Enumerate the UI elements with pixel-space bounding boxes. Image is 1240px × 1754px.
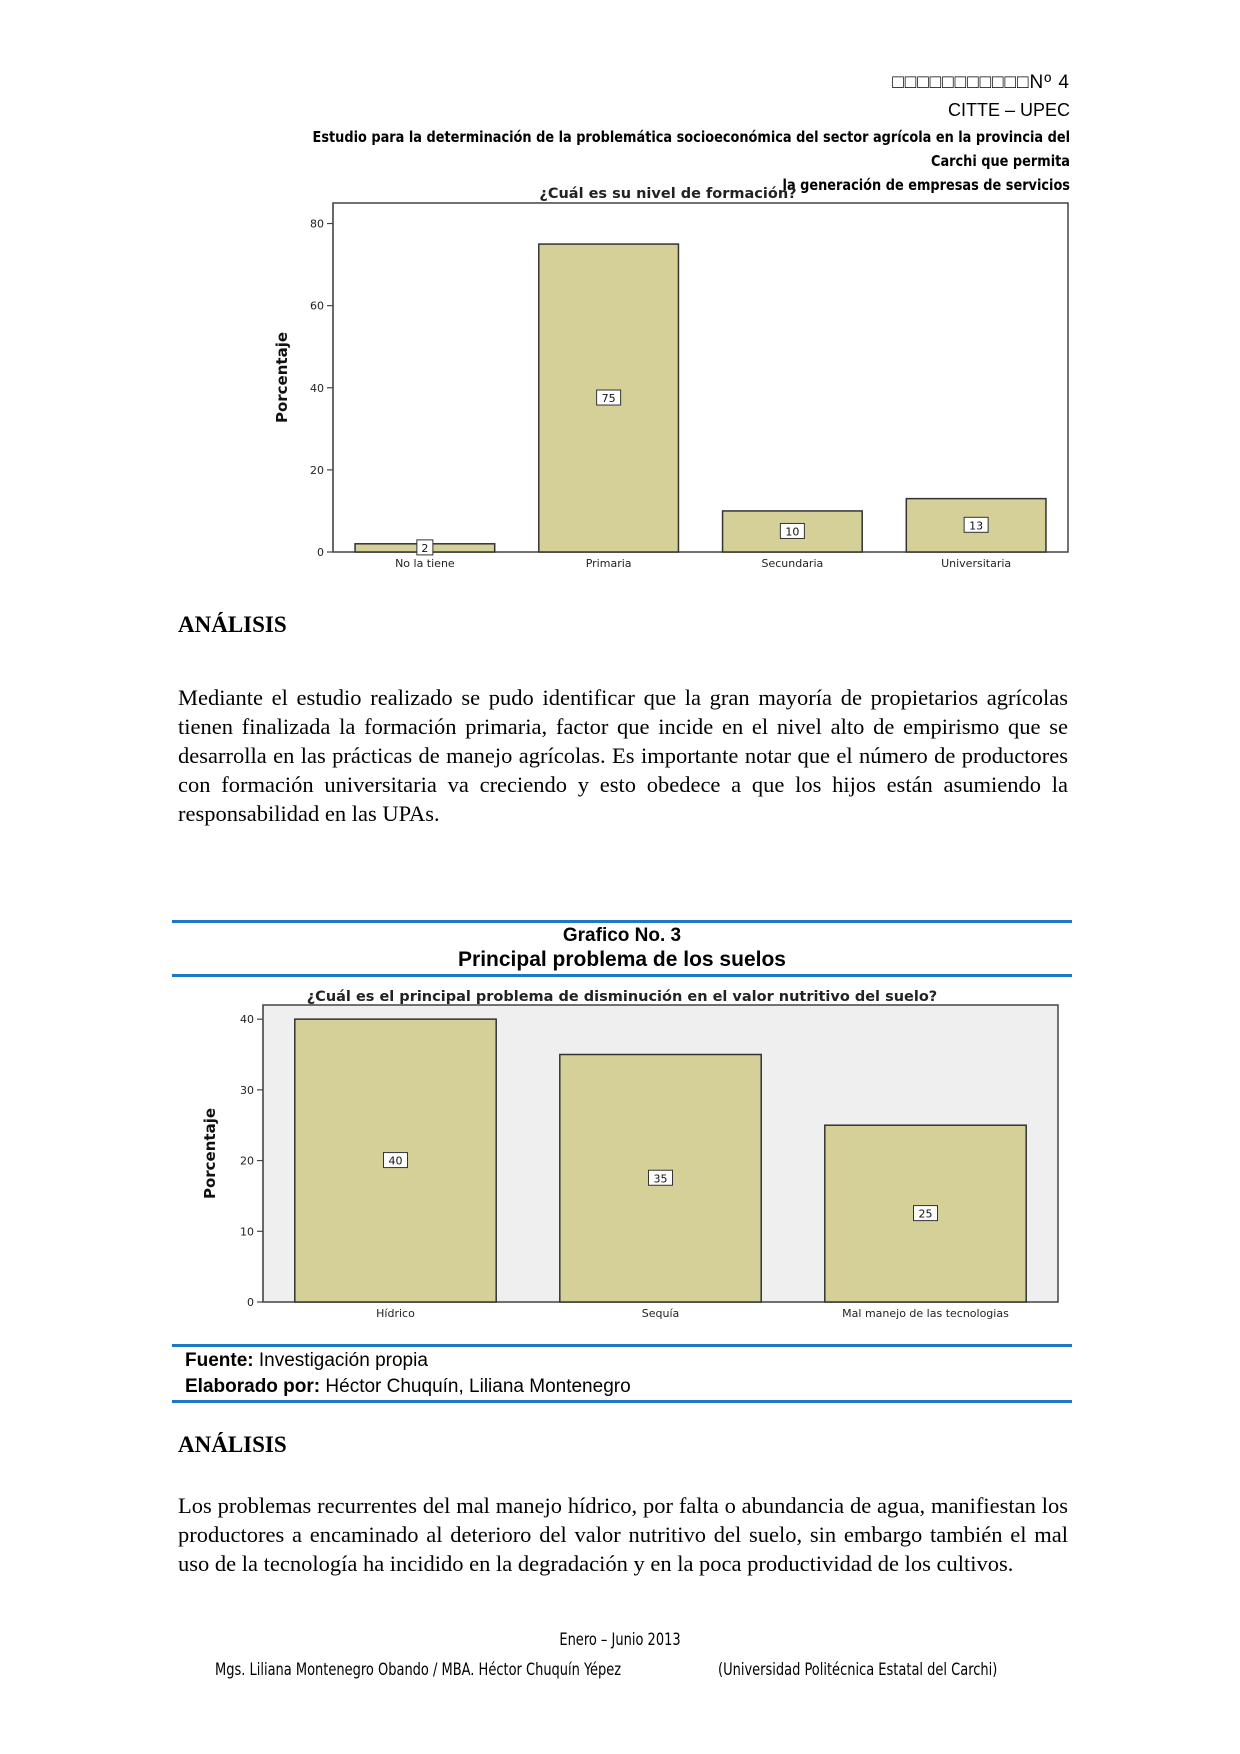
y-tick-label: 30 — [240, 1083, 254, 1097]
y-tick-label: 60 — [310, 299, 324, 313]
source-value: Investigación propia — [258, 1350, 428, 1371]
footer-authors: Mgs. Liliana Montenegro Obando / MBA. Héctor Chuquín Yépez — [215, 1660, 622, 1680]
data-label: 10 — [785, 525, 800, 539]
figure-author — [185, 1376, 631, 1398]
analysis-heading-1: ANÁLISIS — [178, 612, 287, 637]
chart-title: ¿Cuál es el principal problema de disminución en el valor nutritivo del suelo? — [306, 989, 938, 1005]
figure-bottom-rule — [172, 1400, 1072, 1403]
data-label: 13 — [969, 519, 984, 533]
author-label: Elaborado por: — [185, 1376, 321, 1397]
y-tick-label: 80 — [310, 217, 324, 231]
y-tick-label: 0 — [247, 1296, 254, 1309]
y-axis-label: Porcentaje — [201, 1107, 219, 1200]
x-tick-label: Universitaria — [941, 557, 1012, 570]
y-tick-label: 20 — [310, 463, 324, 477]
y-axis-label: Porcentaje — [273, 331, 291, 424]
data-label: 75 — [601, 392, 616, 406]
footer-university: (Universidad Politécnica Estatal del Carchi) — [718, 1660, 998, 1680]
y-tick-label: 40 — [310, 381, 324, 395]
data-label: 2 — [421, 541, 429, 555]
data-label: 40 — [388, 1154, 403, 1168]
y-tick-label: 20 — [240, 1154, 254, 1168]
analysis-paragraph-2: Los problemas recurrentes del mal manejo hídrico, por falta o abundancia de agua, manifiestan los productores a encaminado al deterioro del valor nutritivo del suelo, sin embargo también el mal uso de la tecnología ha incidido en la degradación y en la poca productividad de los cultivos. — [178, 1493, 1068, 1576]
chart-title: ¿Cuál es su nivel de formación? — [539, 186, 797, 202]
x-tick-label: Mal manejo de las tecnologias — [842, 1307, 1009, 1320]
analysis-heading-2: ANÁLISIS — [178, 1432, 287, 1457]
y-tick-label: 0 — [317, 546, 324, 559]
y-tick-label: 10 — [240, 1225, 254, 1239]
study-title-line2: la generación de empresas de servicios — [782, 176, 1070, 194]
author-value: Héctor Chuquín, Liliana Montenegro — [325, 1376, 631, 1397]
source-label: Fuente: — [185, 1350, 254, 1371]
x-tick-label: Primaria — [585, 557, 632, 570]
footer-date: Enero – Junio 2013 — [559, 1630, 681, 1650]
analysis-paragraph-1: Mediante el estudio realizado se pudo identificar que la gran mayoría de propietarios agrícolas tienen finalizada la formación primaria, factor que incide en el nivel alto de empirismo que se desarrolla en las prácticas de manejo agrícolas. Es importante notar que el número de productores con formación universitaria va creciendo y esto obedece a que los hijos están asumiendo la responsabilidad en las UPAs. — [178, 685, 1068, 826]
x-tick-label: Sequía — [641, 1307, 680, 1320]
journal-number: □□□□□□□□□□□Nº 4 — [892, 72, 1070, 93]
figure-number: Grafico No. 3 — [562, 925, 682, 946]
data-label: 25 — [918, 1207, 933, 1221]
x-tick-label: Secundaria — [761, 557, 824, 570]
figure-source-rule — [172, 1344, 1072, 1347]
data-label: 35 — [653, 1172, 668, 1186]
x-tick-label: No la tiene — [395, 557, 455, 570]
figure-title: Principal problema de los suelos — [458, 948, 786, 971]
institution-name: CITTE – UPEC — [947, 100, 1070, 120]
x-tick-label: Hídrico — [376, 1307, 415, 1320]
study-title-line1: Estudio para la determinación de la problemática socioeconómica del sector agrícola en la provincia del Carchi que permita — [312, 128, 1071, 170]
y-tick-label: 40 — [240, 1013, 254, 1027]
figure-source — [185, 1350, 428, 1372]
